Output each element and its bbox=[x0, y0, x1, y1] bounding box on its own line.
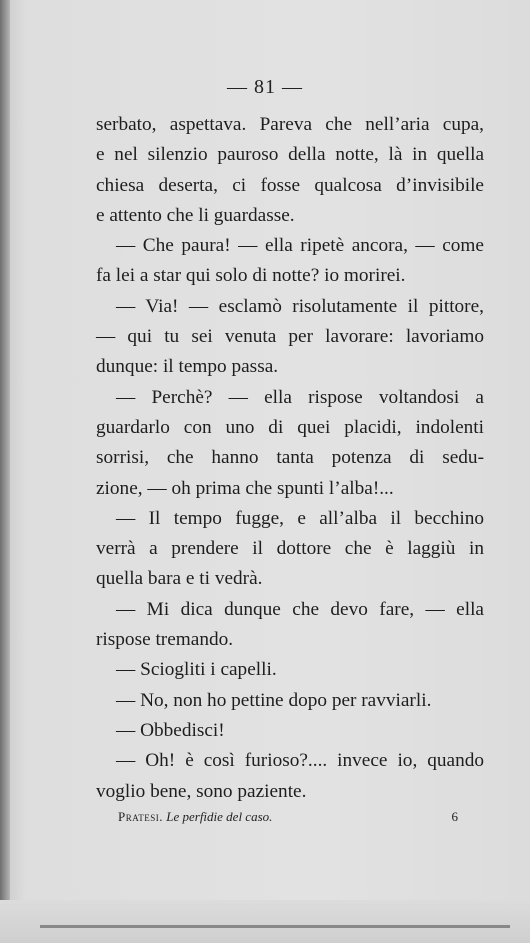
printer-signature-mark: 6 bbox=[451, 809, 458, 824]
footer-author: Pratesi. bbox=[118, 809, 163, 824]
text-line: — Mi dica dunque che devo fare, — ella bbox=[116, 598, 484, 620]
book-spine-shadow bbox=[0, 0, 10, 943]
text-line: — Sciogliti i capelli. bbox=[116, 659, 277, 681]
body-text bbox=[96, 110, 484, 807]
text-line: e attento che li guardasse. bbox=[96, 204, 295, 226]
text-line: verrà a prendere il dottore che è laggiù in bbox=[96, 538, 484, 560]
text-line: — No, non ho pettine dopo per ravviarli. bbox=[116, 689, 432, 711]
text-line: fa lei a star qui solo di notte? io morirei. bbox=[96, 265, 406, 287]
text-line: guardarlo con uno di quei placidi, indolenti bbox=[96, 416, 484, 438]
text-line: sorrisi, che hanno tanta potenza di sedu- bbox=[96, 447, 484, 469]
page-bottom-margin bbox=[0, 900, 530, 943]
text-line: — qui tu sei venuta per lavorare: lavoriamo bbox=[96, 326, 484, 348]
text-line: — Obbedisci! bbox=[116, 719, 225, 741]
page-footer bbox=[118, 809, 458, 825]
text-line: — Che paura! — ella ripetè ancora, — come bbox=[116, 235, 484, 257]
text-line: — Il tempo fugge, e all’alba il becchino bbox=[116, 507, 484, 529]
text-line: dunque: il tempo passa. bbox=[96, 356, 279, 378]
text-line: quella bara e ti vedrà. bbox=[96, 568, 263, 590]
text-line: rispose tremando. bbox=[96, 629, 234, 651]
text-line: voglio bene, sono paziente. bbox=[96, 780, 307, 802]
text-line: serbato, aspettava. Pareva che nell’aria cupa, bbox=[96, 114, 484, 135]
text-line: — Oh! è così furioso?.... invece io, quando bbox=[116, 750, 484, 772]
text-line: — Perchè? — ella rispose voltandosi a bbox=[116, 386, 484, 408]
text-line: chiesa deserta, ci fosse qualcosa d’invisibile bbox=[96, 174, 484, 196]
text-line: zione, — oh prima che spunti l’alba!... bbox=[96, 477, 394, 499]
footer-book-title: Le perfidie del caso. bbox=[166, 809, 273, 824]
page-number: — 81 — bbox=[227, 76, 303, 98]
text-line: — Via! — esclamò risolutamente il pittore, bbox=[116, 295, 484, 317]
text-line: e nel silenzio pauroso della notte, là in quella bbox=[96, 144, 484, 166]
page-edge-shadow bbox=[40, 925, 510, 928]
